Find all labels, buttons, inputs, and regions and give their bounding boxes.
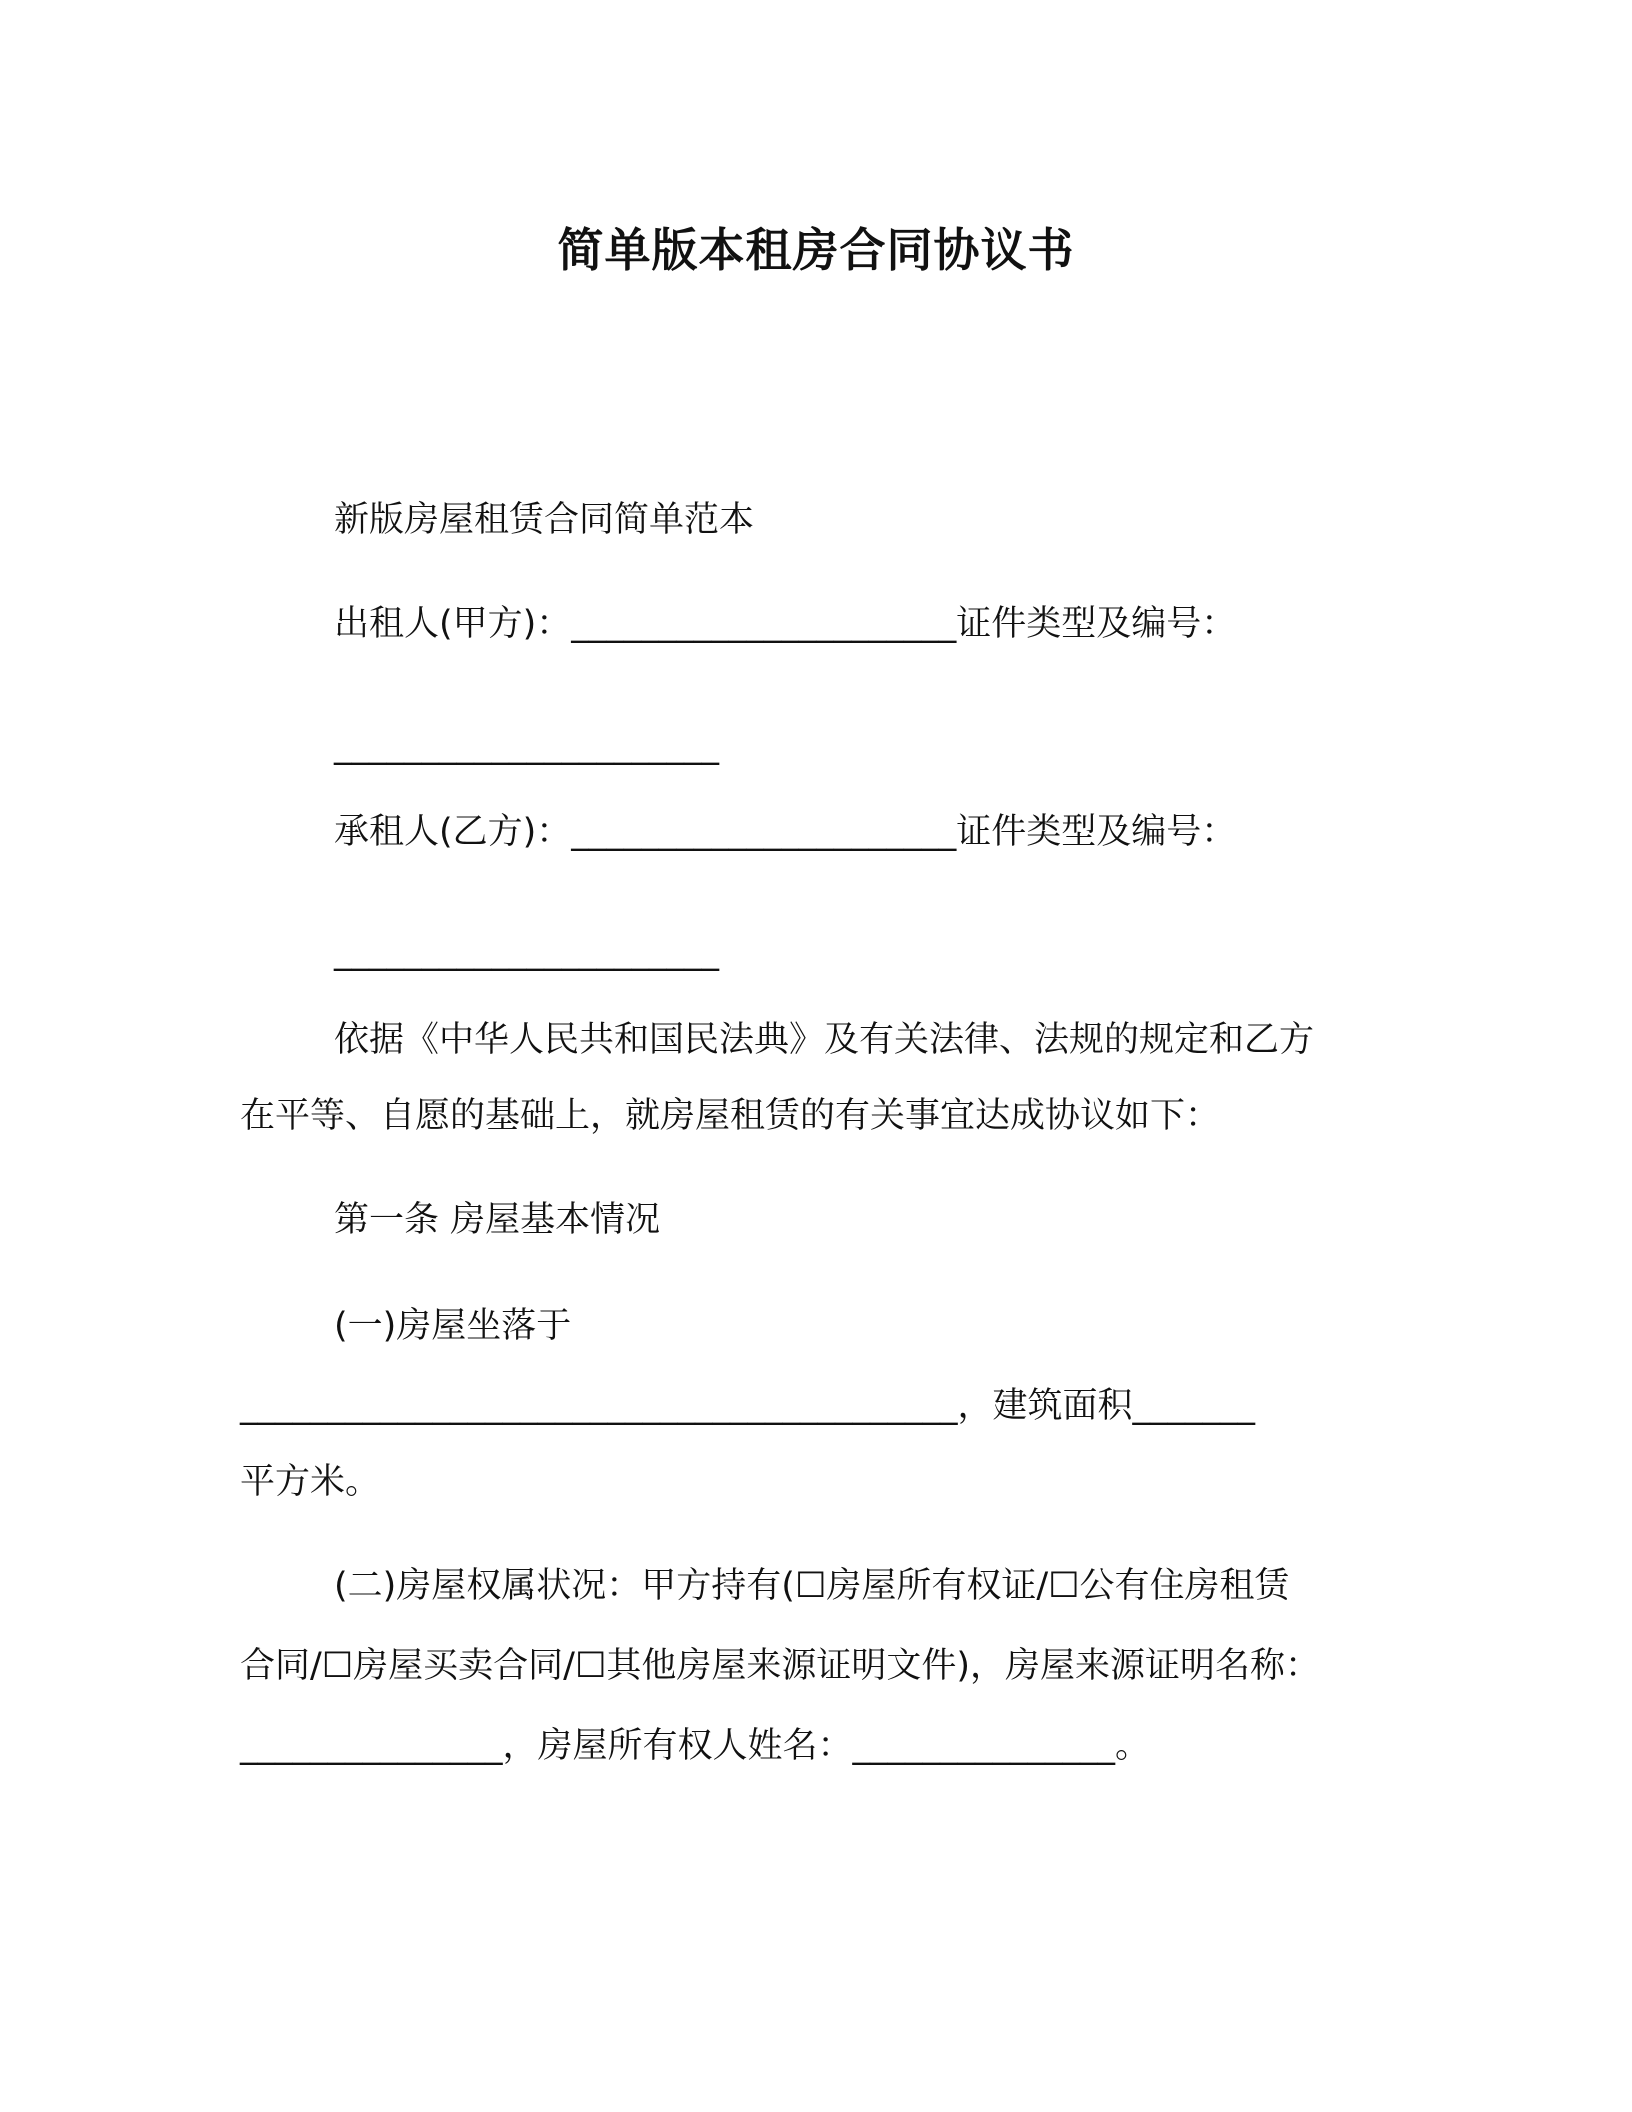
lessee-id-blank: ______________________ — [334, 932, 719, 972]
item-1-unit: 平方米。 — [240, 1462, 381, 1502]
item-2-line-2: 合同/☐房屋买卖合同/☐其他房屋来源证明文件)，房屋来源证明名称： — [240, 1646, 1320, 1686]
article-1-heading: 第一条 房屋基本情况 — [334, 1200, 661, 1240]
item-1-label: (一)房屋坐落于 — [334, 1306, 572, 1346]
item-2-line-1: (二)房屋权属状况：甲方持有(☐房屋所有权证/☐公有住房租赁 — [334, 1566, 1290, 1606]
basis-paragraph-line-2: 在平等、自愿的基础上，就房屋租赁的有关事宜达成协议如下： — [240, 1096, 1221, 1136]
basis-paragraph-line-1: 依据《中华人民共和国民法典》及有关法律、法规的规定和乙方 — [334, 1020, 1315, 1060]
item-1-address-area-line: _________________________________________，建筑面积_______ — [240, 1386, 1256, 1426]
document-title: 简单版本租房合同协议书 — [557, 223, 1075, 277]
lessee-line: 承租人(乙方)：______________________证件类型及编号： — [334, 812, 1237, 852]
lessor-id-blank: ______________________ — [334, 726, 719, 766]
lessor-line: 出租人(甲方)：______________________证件类型及编号： — [334, 604, 1237, 644]
subtitle: 新版房屋租赁合同简单范本 — [334, 500, 755, 540]
item-2-line-3: _______________，房屋所有权人姓名：_______________。 — [240, 1726, 1151, 1766]
